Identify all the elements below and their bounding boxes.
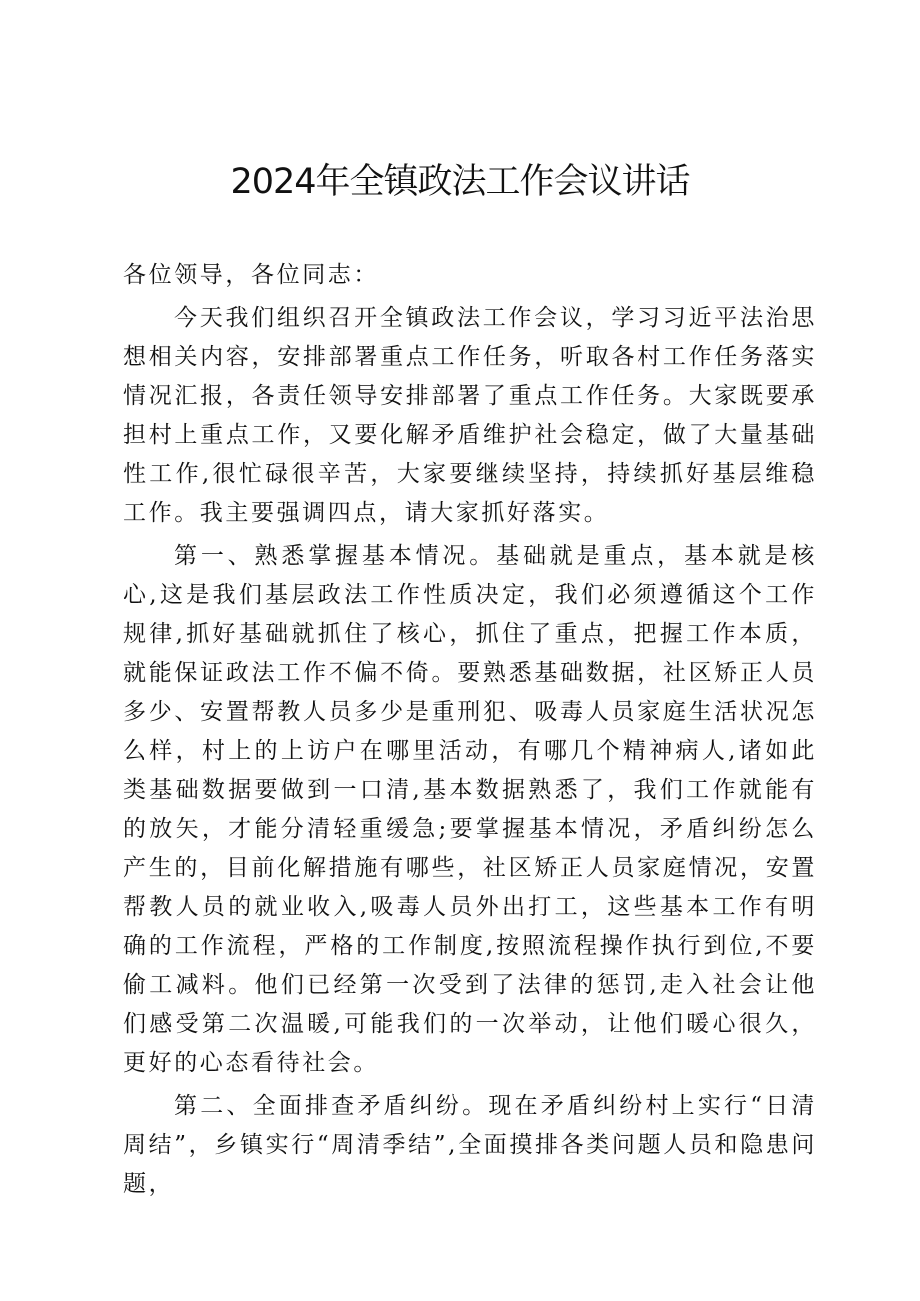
paragraph-intro: 今天我们组织召开全镇政法工作会议，学习习近平法治思想相关内容，安排部署重点工作任务，听取各村工作任务落实情况汇报，各责任领导安排部署了重点工作任务。大家既要承担村上重点工作，又要化解矛盾维护社会稳定，做了大量基础性工作,很忙碌很辛苦，大家要继续坚持，持续抓好基层维稳工作。我主要强调四点，请大家抓好落实。 (123, 305, 817, 526)
paragraph-second-point: 第二、全面排查矛盾纠纷。现在矛盾纠纷村上实行“日清周结”，乡镇实行“周清季结”,全面摸排各类问题人员和隐患问题， (123, 1093, 817, 1197)
salutation: 各位领导，各位同志： (123, 262, 379, 288)
document-body (123, 256, 817, 1208)
document-title: 2024年全镇政法工作会议讲话 (230, 162, 690, 202)
paragraph-first-point: 第一、熟悉掌握基本情况。基础就是重点，基本就是核心,这是我们基层政法工作性质决定，我们必须遵循这个工作规律,抓好基础就抓住了核心，抓住了重点，把握工作本质，就能保证政法工作不偏不倚。要熟悉基础数据，社区矫正人员多少、安置帮教人员多少是重刑犯、吸毒人员家庭生活状况怎么样，村上的上访户在哪里活动，有哪几个精神病人,诸如此类基础数据要做到一口清,基本数据熟悉了，我们工作就能有的放矢，才能分清轻重缓急;要掌握基本情况，矛盾纠纷怎么产生的，目前化解措施有哪些，社区矫正人员家庭情况，安置帮教人员的就业收入,吸毒人员外出打工，这些基本工作有明确的工作流程，严格的工作制度,按照流程操作执行到位,不要偷工减料。他们已经第一次受到了法律的惩罚,走入社会让他们感受第二次温暖,可能我们的一次举动，让他们暖心很久，更好的心态看待社会。 (123, 543, 817, 1076)
